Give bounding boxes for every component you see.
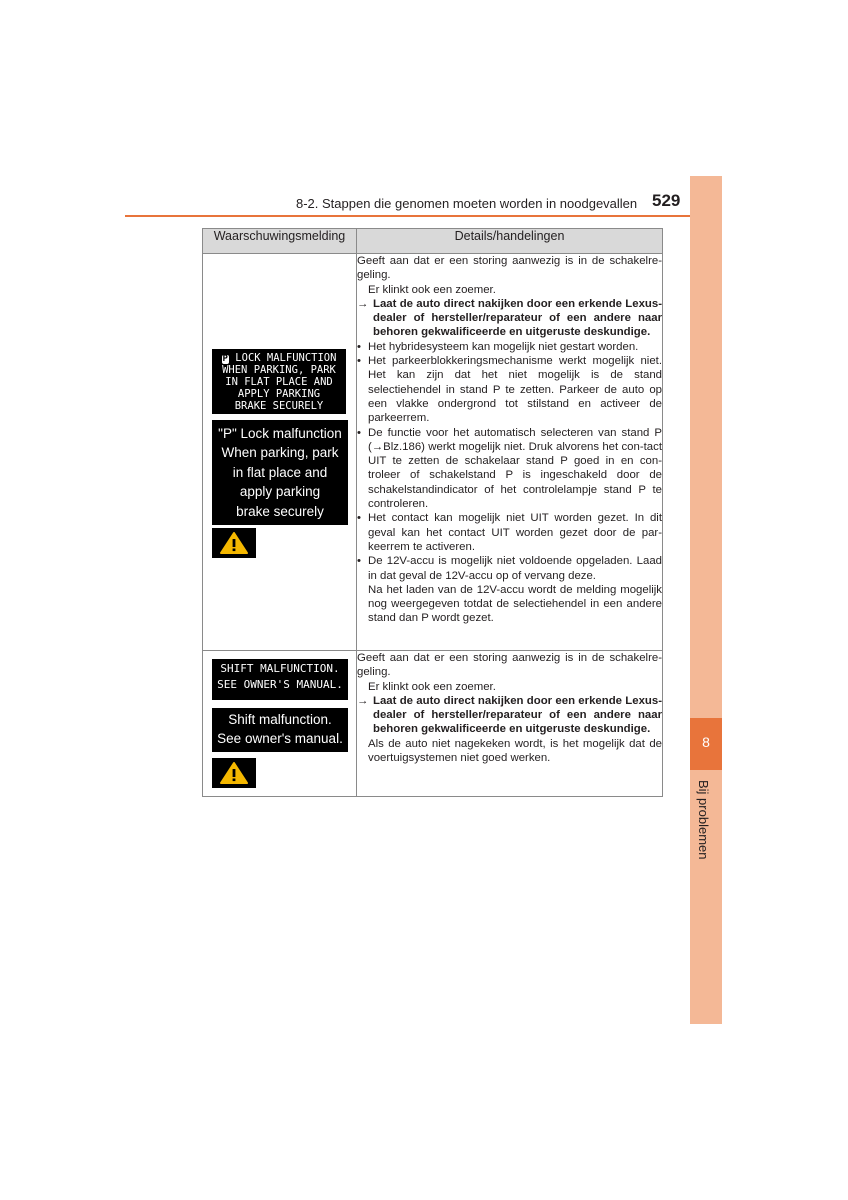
table-row	[203, 651, 663, 797]
p-icon: P	[222, 354, 228, 364]
chapter-title: Bij problemen	[696, 780, 711, 860]
multi-info-display-message: "P" Lock malfunction When parking, park in flat place and apply parking brake securely	[212, 420, 348, 525]
warning-cell	[203, 651, 357, 797]
table-row	[203, 254, 663, 651]
list-item: • Het hybridesysteem kan mogelijk niet gestart worden.	[357, 340, 639, 353]
warning-cell	[203, 254, 357, 651]
multi-info-display-message: Shift malfunction. See owner's manual.	[212, 708, 348, 752]
list-item: • De functie voor het automatisch selecteren van stand P (→Blz.186) werkt mogelijk niet. Druk alvorens het con-tact UIT te zetten de schakelaar stand P goed in en con-troleer of schakelstand P is ingeschakeld door de schakelstandindicator of het controlelampje stand P te controleren.	[357, 426, 662, 511]
lcd-display-message: P LOCK MALFUNCTION WHEN PARKING, PARK IN FLAT PLACE AND APPLY PARKING BRAKE SECURELY	[212, 349, 346, 414]
header-warning: Waarschuwingsmelding	[203, 229, 357, 254]
chapter-side-bar	[690, 176, 722, 1024]
table-header-row	[203, 229, 663, 254]
warning-triangle-icon	[212, 758, 256, 788]
header-rule	[125, 215, 690, 217]
details-cell: Geeft aan dat er een storing aanwezig is in de schakelre-geling. Er klinkt ook een zoemer. → Laat de auto direct nakijken door een erkende Lexus-dealer of hersteller/reparateur of een andere naar behoren gekwalificeerde en uitgeruste deskundige. Als de auto niet nagekeken wordt, is het mogelijk dat de voertuigsystemen niet goed werken.	[357, 651, 663, 797]
header-details: Details/handelingen	[357, 229, 663, 254]
lcd-display-message: SHIFT MALFUNCTION. SEE OWNER'S MANUAL.	[212, 659, 348, 700]
section-title: 8-2. Stappen die genomen moeten worden in noodgevallen	[296, 196, 638, 211]
arrow-icon: →	[357, 694, 369, 707]
list-item: • Het contact kan mogelijk niet UIT worden gezet. In dit geval kan het contact UIT worden gezet door de par-keerrem te activeren.	[357, 512, 662, 553]
warning-triangle-icon	[212, 528, 256, 558]
arrow-icon: →	[357, 297, 369, 310]
chapter-number-tab: 8	[690, 718, 722, 770]
list-item: • De 12V-accu is mogelijk niet voldoende opgeladen. Laad in dat geval de 12V-accu op of vervang deze.	[357, 555, 662, 582]
details-cell: Geeft aan dat er een storing aanwezig is in de schakelre-geling. Er klinkt ook een zoemer. → Laat de auto direct nakijken door een erkende Lexus-dealer of hersteller/reparateur of een andere naar behoren gekwalificeerde en uitgeruste deskundige. • Het hybridesysteem kan mogelijk niet gestart worden. • Het parkeerblokkeringsmechanisme werkt mogelijk niet. Het kan zijn dat het niet mogelijk is de stand selectiehendel in stand P te zetten. Parkeer de auto op een vlakke ondergrond tot stilstand en activeer de parkeerrem. • De functie voor het automatisch selecteren van stand P (→Blz.186) werkt mogelijk niet. Druk alvorens het con-tact UIT te zetten de schakelaar stand P goed in en con-troleer of schakelstand P is ingeschakeld door de schakelstandindicator of het controlelampje stand P te controleren. • Het contact kan mogelijk niet UIT worden gezet. In dit geval kan het contact UIT worden gezet door de par-keerrem te activeren. • De 12V-accu is mogelijk niet voldoende opgeladen. Laad in dat geval de 12V-accu op of vervang deze. Na het laden van de 12V-accu wordt de melding mogelijk nog weergegeven totdat de selectiehendel in een andere stand dan P wordt gezet.	[357, 254, 663, 651]
list-item: • Het parkeerblokkeringsmechanisme werkt mogelijk niet. Het kan zijn dat het niet mogelijk is de stand selectiehendel in stand P te zetten. Parkeer de auto op een vlakke ondergrond tot stilstand en activeer de parkeerrem.	[357, 355, 662, 425]
page-number: 529	[652, 191, 681, 210]
warning-table	[202, 228, 663, 797]
